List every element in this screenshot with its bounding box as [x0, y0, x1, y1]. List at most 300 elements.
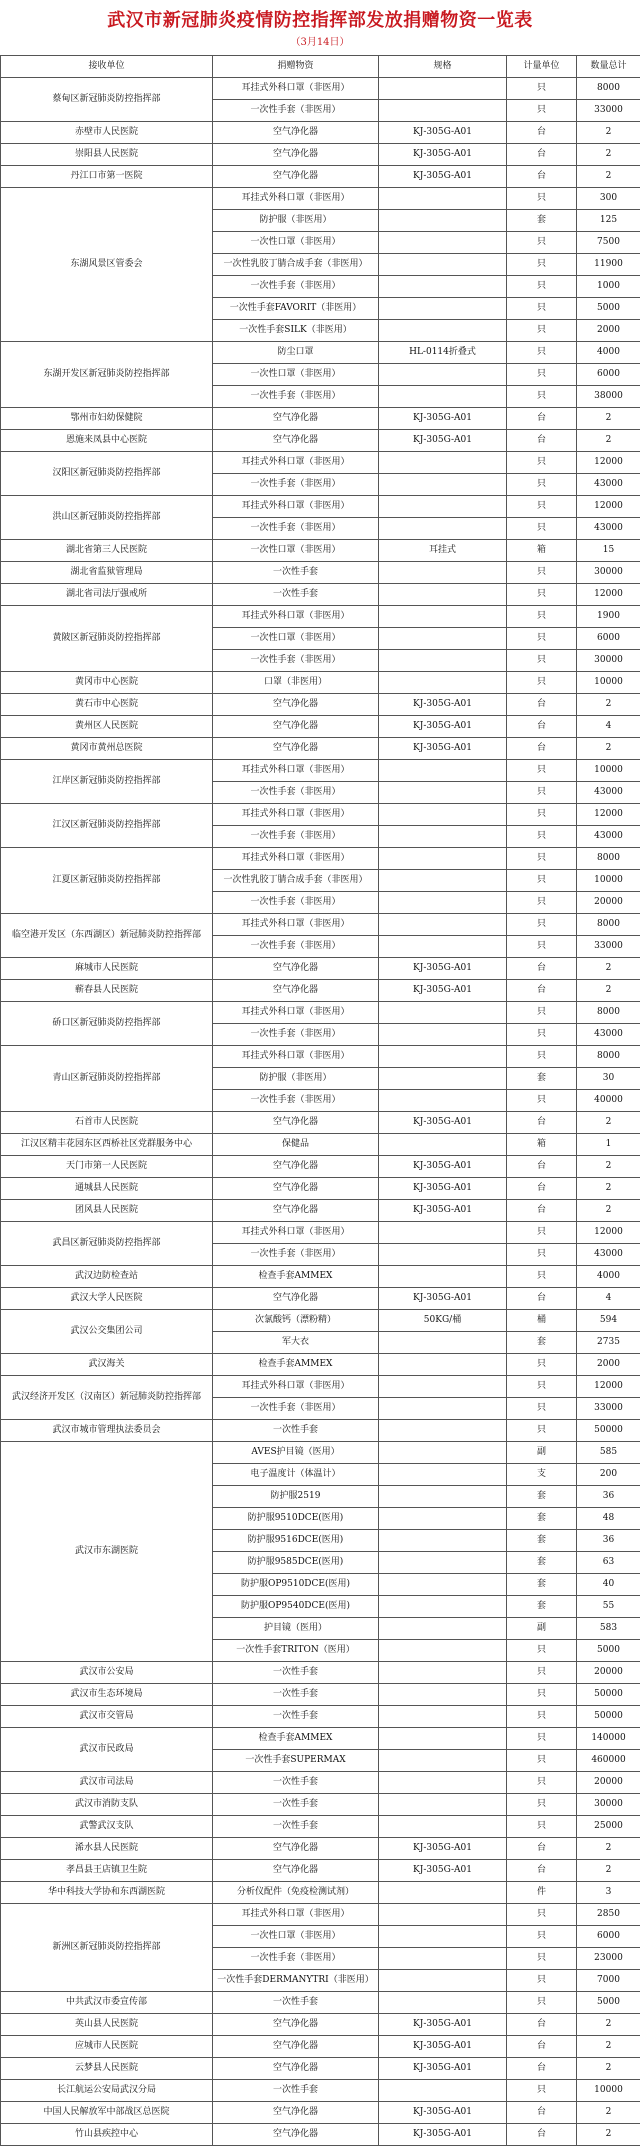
quantity-cell: 2	[577, 2014, 640, 2036]
item-cell: 一次性乳胶丁腈合成手套（非医用）	[213, 254, 379, 276]
table-row	[1, 1772, 640, 1794]
spec-cell: KJ-305G-A01	[379, 2102, 507, 2124]
item-cell: 空气净化器	[213, 2102, 379, 2124]
quantity-cell: 5000	[577, 298, 640, 320]
table-header-row	[1, 56, 640, 78]
spec-cell: KJ-305G-A01	[379, 694, 507, 716]
spec-cell	[379, 1244, 507, 1266]
unit-cell: 台	[507, 1838, 577, 1860]
unit-cell: 只	[507, 2080, 577, 2102]
spec-cell	[379, 1464, 507, 1486]
quantity-cell: 2	[577, 166, 640, 188]
recipient-cell: 应城市人民医院	[1, 2036, 213, 2058]
recipient-cell: 武汉市生态环境局	[1, 1684, 213, 1706]
recipient-cell: 新洲区新冠肺炎防控指挥部	[1, 1904, 213, 1992]
spec-cell	[379, 188, 507, 210]
unit-cell: 台	[507, 980, 577, 1002]
spec-cell	[379, 606, 507, 628]
recipient-cell: 鄂州市妇幼保健院	[1, 408, 213, 430]
recipient-cell: 长江航运公安局武汉分局	[1, 2080, 213, 2102]
table-row	[1, 672, 640, 694]
spec-cell	[379, 386, 507, 408]
unit-cell: 只	[507, 1926, 577, 1948]
table-row	[1, 584, 640, 606]
spec-cell	[379, 1068, 507, 1090]
quantity-cell: 2	[577, 430, 640, 452]
spec-cell	[379, 1948, 507, 1970]
table-row	[1, 1816, 640, 1838]
item-cell: 一次性手套（非医用）	[213, 518, 379, 540]
quantity-cell: 1900	[577, 606, 640, 628]
spec-cell: KJ-305G-A01	[379, 2124, 507, 2146]
item-cell: 防护服（非医用）	[213, 1068, 379, 1090]
spec-cell: KJ-305G-A01	[379, 144, 507, 166]
unit-cell: 台	[507, 716, 577, 738]
quantity-cell: 43000	[577, 474, 640, 496]
item-cell: 空气净化器	[213, 2124, 379, 2146]
quantity-cell: 4	[577, 716, 640, 738]
quantity-cell: 43000	[577, 518, 640, 540]
recipient-cell: 团风县人民医院	[1, 1200, 213, 1222]
item-cell: 一次性手套（非医用）	[213, 1024, 379, 1046]
spec-cell	[379, 474, 507, 496]
item-cell: 耳挂式外科口罩（非医用）	[213, 78, 379, 100]
spec-cell	[379, 1772, 507, 1794]
recipient-cell: 武昌区新冠肺炎防控指挥部	[1, 1222, 213, 1266]
item-cell: 防护服OP9540DCE(医用)	[213, 1596, 379, 1618]
item-cell: 一次性手套FAVORIT（非医用）	[213, 298, 379, 320]
item-cell: 一次性手套（非医用）	[213, 650, 379, 672]
quantity-cell: 2	[577, 408, 640, 430]
spec-cell	[379, 1970, 507, 1992]
item-cell: 空气净化器	[213, 166, 379, 188]
unit-cell: 台	[507, 1288, 577, 1310]
unit-cell: 支	[507, 1464, 577, 1486]
donation-table	[0, 55, 640, 2146]
spec-cell	[379, 1574, 507, 1596]
recipient-cell: 武汉大学人民医院	[1, 1288, 213, 1310]
unit-cell: 副	[507, 1618, 577, 1640]
spec-cell: 50KG/桶	[379, 1310, 507, 1332]
quantity-cell: 2	[577, 122, 640, 144]
quantity-cell: 2	[577, 980, 640, 1002]
quantity-cell: 4	[577, 1288, 640, 1310]
quantity-cell: 5000	[577, 1640, 640, 1662]
recipient-cell: 武汉市民政局	[1, 1728, 213, 1772]
table-row	[1, 738, 640, 760]
table-row	[1, 1860, 640, 1882]
spec-cell: KJ-305G-A01	[379, 2058, 507, 2080]
item-cell: 空气净化器	[213, 1112, 379, 1134]
quantity-cell: 1000	[577, 276, 640, 298]
header-quantity: 数量总计	[577, 56, 640, 78]
recipient-cell: 武汉市公安局	[1, 1662, 213, 1684]
spec-cell	[379, 1376, 507, 1398]
item-cell: 空气净化器	[213, 1288, 379, 1310]
item-cell: 次氯酸钙（漂粉精）	[213, 1310, 379, 1332]
quantity-cell: 6000	[577, 364, 640, 386]
quantity-cell: 20000	[577, 892, 640, 914]
spec-cell: KJ-305G-A01	[379, 122, 507, 144]
table-row	[1, 1662, 640, 1684]
unit-cell: 只	[507, 254, 577, 276]
unit-cell: 台	[507, 958, 577, 980]
spec-cell	[379, 518, 507, 540]
quantity-cell: 2	[577, 1838, 640, 1860]
item-cell: 口罩（非医用）	[213, 672, 379, 694]
spec-cell	[379, 1596, 507, 1618]
quantity-cell: 12000	[577, 452, 640, 474]
quantity-cell: 8000	[577, 914, 640, 936]
item-cell: 空气净化器	[213, 958, 379, 980]
unit-cell: 套	[507, 1508, 577, 1530]
quantity-cell: 2735	[577, 1332, 640, 1354]
table-row	[1, 452, 640, 474]
recipient-cell: 武汉海关	[1, 1354, 213, 1376]
quantity-cell: 12000	[577, 1376, 640, 1398]
quantity-cell: 40000	[577, 1090, 640, 1112]
unit-cell: 套	[507, 210, 577, 232]
recipient-cell: 麻城市人民医院	[1, 958, 213, 980]
table-row	[1, 1420, 640, 1442]
recipient-cell: 东湖风景区管委会	[1, 188, 213, 342]
item-cell: 耳挂式外科口罩（非医用）	[213, 1904, 379, 1926]
quantity-cell: 33000	[577, 936, 640, 958]
spec-cell	[379, 1266, 507, 1288]
table-row	[1, 804, 640, 826]
spec-cell: KJ-305G-A01	[379, 1860, 507, 1882]
spec-cell	[379, 1134, 507, 1156]
quantity-cell: 125	[577, 210, 640, 232]
unit-cell: 台	[507, 2058, 577, 2080]
unit-cell: 套	[507, 1552, 577, 1574]
recipient-cell: 江汉区精丰花园东区西桥社区党群服务中心	[1, 1134, 213, 1156]
table-row	[1, 1002, 640, 1024]
quantity-cell: 2	[577, 144, 640, 166]
item-cell: 空气净化器	[213, 1838, 379, 1860]
table-row	[1, 716, 640, 738]
header-recipient: 接收单位	[1, 56, 213, 78]
quantity-cell: 2850	[577, 1904, 640, 1926]
unit-cell: 只	[507, 276, 577, 298]
recipient-cell: 武汉市交管局	[1, 1706, 213, 1728]
table-row	[1, 1354, 640, 1376]
item-cell: 检查手套AMMEX	[213, 1728, 379, 1750]
table-row	[1, 1200, 640, 1222]
recipient-cell: 黄陂区新冠肺炎防控指挥部	[1, 606, 213, 672]
unit-cell: 只	[507, 870, 577, 892]
quantity-cell: 583	[577, 1618, 640, 1640]
item-cell: 一次性手套（非医用）	[213, 386, 379, 408]
unit-cell: 只	[507, 1970, 577, 1992]
item-cell: 一次性手套	[213, 1420, 379, 1442]
quantity-cell: 8000	[577, 1046, 640, 1068]
spec-cell	[379, 320, 507, 342]
unit-cell: 只	[507, 1816, 577, 1838]
unit-cell: 只	[507, 188, 577, 210]
recipient-cell: 武汉市城市管理执法委员会	[1, 1420, 213, 1442]
recipient-cell: 中共武汉市委宣传部	[1, 1992, 213, 2014]
spec-cell	[379, 1332, 507, 1354]
table-row	[1, 1112, 640, 1134]
table-row	[1, 540, 640, 562]
unit-cell: 台	[507, 2036, 577, 2058]
recipient-cell: 汉阳区新冠肺炎防控指挥部	[1, 452, 213, 496]
recipient-cell: 江汉区新冠肺炎防控指挥部	[1, 804, 213, 848]
spec-cell	[379, 254, 507, 276]
table-row	[1, 1178, 640, 1200]
quantity-cell: 20000	[577, 1772, 640, 1794]
quantity-cell: 23000	[577, 1948, 640, 1970]
unit-cell: 只	[507, 1772, 577, 1794]
unit-cell: 只	[507, 1420, 577, 1442]
spec-cell	[379, 650, 507, 672]
header-unit: 计量单位	[507, 56, 577, 78]
quantity-cell: 20000	[577, 1662, 640, 1684]
unit-cell: 只	[507, 298, 577, 320]
page-title: 武汉市新冠肺炎疫情防控指挥部发放捐赠物资一览表	[0, 0, 640, 36]
table-row	[1, 1706, 640, 1728]
spec-cell	[379, 210, 507, 232]
unit-cell: 只	[507, 1794, 577, 1816]
item-cell: 一次性手套（非医用）	[213, 1398, 379, 1420]
table-row	[1, 342, 640, 364]
recipient-cell: 临空港开发区（东西湖区）新冠肺炎防控指挥部	[1, 914, 213, 958]
item-cell: 空气净化器	[213, 694, 379, 716]
unit-cell: 只	[507, 1992, 577, 2014]
spec-cell: KJ-305G-A01	[379, 1200, 507, 1222]
table-row	[1, 2014, 640, 2036]
item-cell: 耳挂式外科口罩（非医用）	[213, 1376, 379, 1398]
spec-cell: 耳挂式	[379, 540, 507, 562]
item-cell: 耳挂式外科口罩（非医用）	[213, 188, 379, 210]
table-row	[1, 1992, 640, 2014]
unit-cell: 只	[507, 1706, 577, 1728]
page-subtitle: （3月14日）	[0, 36, 640, 50]
table-row	[1, 2058, 640, 2080]
quantity-cell: 43000	[577, 1024, 640, 1046]
item-cell: 一次性手套（非医用）	[213, 100, 379, 122]
unit-cell: 只	[507, 1046, 577, 1068]
table-row	[1, 606, 640, 628]
item-cell: 一次性口罩（非医用）	[213, 232, 379, 254]
quantity-cell: 30000	[577, 650, 640, 672]
table-row	[1, 122, 640, 144]
quantity-cell: 43000	[577, 826, 640, 848]
spec-cell	[379, 870, 507, 892]
quantity-cell: 2	[577, 2124, 640, 2146]
table-row	[1, 430, 640, 452]
unit-cell: 只	[507, 1398, 577, 1420]
recipient-cell: 黄冈市中心医院	[1, 672, 213, 694]
spec-cell	[379, 1552, 507, 1574]
spec-cell	[379, 1728, 507, 1750]
item-cell: 耳挂式外科口罩（非医用）	[213, 452, 379, 474]
spec-cell	[379, 1046, 507, 1068]
unit-cell: 台	[507, 738, 577, 760]
quantity-cell: 594	[577, 1310, 640, 1332]
unit-cell: 箱	[507, 1134, 577, 1156]
spec-cell: HL-0114折叠式	[379, 342, 507, 364]
table-row	[1, 760, 640, 782]
quantity-cell: 300	[577, 188, 640, 210]
quantity-cell: 2	[577, 1860, 640, 1882]
quantity-cell: 200	[577, 1464, 640, 1486]
quantity-cell: 2	[577, 1156, 640, 1178]
quantity-cell: 12000	[577, 1222, 640, 1244]
unit-cell: 台	[507, 1156, 577, 1178]
quantity-cell: 33000	[577, 1398, 640, 1420]
unit-cell: 台	[507, 122, 577, 144]
table-row	[1, 958, 640, 980]
unit-cell: 台	[507, 2014, 577, 2036]
quantity-cell: 12000	[577, 496, 640, 518]
unit-cell: 台	[507, 2102, 577, 2124]
unit-cell: 只	[507, 672, 577, 694]
unit-cell: 只	[507, 1376, 577, 1398]
unit-cell: 只	[507, 1640, 577, 1662]
spec-cell	[379, 1442, 507, 1464]
table-row	[1, 848, 640, 870]
table-row	[1, 78, 640, 100]
unit-cell: 套	[507, 1574, 577, 1596]
spec-cell	[379, 1090, 507, 1112]
item-cell: 耳挂式外科口罩（非医用）	[213, 804, 379, 826]
recipient-cell: 崇阳县人民医院	[1, 144, 213, 166]
recipient-cell: 武汉市司法局	[1, 1772, 213, 1794]
recipient-cell: 英山县人民医院	[1, 2014, 213, 2036]
unit-cell: 只	[507, 1222, 577, 1244]
item-cell: 护目镜（医用）	[213, 1618, 379, 1640]
unit-cell: 只	[507, 892, 577, 914]
unit-cell: 只	[507, 386, 577, 408]
spec-cell	[379, 782, 507, 804]
unit-cell: 只	[507, 848, 577, 870]
quantity-cell: 2000	[577, 320, 640, 342]
spec-cell: KJ-305G-A01	[379, 1156, 507, 1178]
item-cell: 一次性手套	[213, 1706, 379, 1728]
table-row	[1, 1310, 640, 1332]
spec-cell	[379, 1640, 507, 1662]
quantity-cell: 55	[577, 1596, 640, 1618]
quantity-cell: 2	[577, 1178, 640, 1200]
recipient-cell: 湖北省监狱管理局	[1, 562, 213, 584]
spec-cell	[379, 628, 507, 650]
spec-cell	[379, 760, 507, 782]
quantity-cell: 43000	[577, 782, 640, 804]
item-cell: 空气净化器	[213, 144, 379, 166]
unit-cell: 只	[507, 342, 577, 364]
spec-cell	[379, 364, 507, 386]
spec-cell	[379, 1222, 507, 1244]
quantity-cell: 33000	[577, 100, 640, 122]
item-cell: 空气净化器	[213, 122, 379, 144]
spec-cell: KJ-305G-A01	[379, 408, 507, 430]
item-cell: 检查手套AMMEX	[213, 1266, 379, 1288]
item-cell: 一次性口罩（非医用）	[213, 364, 379, 386]
item-cell: 一次性口罩（非医用）	[213, 1926, 379, 1948]
item-cell: 一次性手套TRITON（医用）	[213, 1640, 379, 1662]
spec-cell	[379, 936, 507, 958]
unit-cell: 只	[507, 1948, 577, 1970]
quantity-cell: 2	[577, 738, 640, 760]
table-body	[1, 78, 640, 2146]
table-row	[1, 1684, 640, 1706]
recipient-cell: 蕲春县人民医院	[1, 980, 213, 1002]
unit-cell: 只	[507, 1244, 577, 1266]
item-cell: 防护服OP9510DCE(医用)	[213, 1574, 379, 1596]
recipient-cell: 武警武汉支队	[1, 1816, 213, 1838]
spec-cell: KJ-305G-A01	[379, 716, 507, 738]
unit-cell: 只	[507, 782, 577, 804]
spec-cell	[379, 1354, 507, 1376]
quantity-cell: 40	[577, 1574, 640, 1596]
quantity-cell: 2	[577, 694, 640, 716]
unit-cell: 只	[507, 1002, 577, 1024]
unit-cell: 只	[507, 496, 577, 518]
table-row	[1, 1376, 640, 1398]
unit-cell: 台	[507, 2124, 577, 2146]
spec-cell	[379, 1508, 507, 1530]
table-row	[1, 496, 640, 518]
table-row	[1, 1288, 640, 1310]
recipient-cell: 竹山县疾控中心	[1, 2124, 213, 2146]
recipient-cell: 天门市第一人民医院	[1, 1156, 213, 1178]
table-row	[1, 166, 640, 188]
table-row	[1, 1904, 640, 1926]
table-row	[1, 1156, 640, 1178]
item-cell: 空气净化器	[213, 980, 379, 1002]
quantity-cell: 25000	[577, 1816, 640, 1838]
spec-cell	[379, 1904, 507, 1926]
quantity-cell: 460000	[577, 1750, 640, 1772]
recipient-cell: 赤壁市人民医院	[1, 122, 213, 144]
item-cell: 一次性手套	[213, 1662, 379, 1684]
recipient-cell: 丹江口市第一医院	[1, 166, 213, 188]
recipient-cell: 华中科技大学协和东西湖医院	[1, 1882, 213, 1904]
unit-cell: 只	[507, 1354, 577, 1376]
item-cell: 空气净化器	[213, 1860, 379, 1882]
item-cell: 一次性手套	[213, 1794, 379, 1816]
spec-cell	[379, 232, 507, 254]
unit-cell: 只	[507, 364, 577, 386]
quantity-cell: 2	[577, 1112, 640, 1134]
unit-cell: 只	[507, 320, 577, 342]
item-cell: 一次性口罩（非医用）	[213, 540, 379, 562]
unit-cell: 只	[507, 1662, 577, 1684]
item-cell: 空气净化器	[213, 1200, 379, 1222]
unit-cell: 台	[507, 1200, 577, 1222]
unit-cell: 只	[507, 1090, 577, 1112]
item-cell: 一次性手套DERMANYTRI（非医用）	[213, 1970, 379, 1992]
spec-cell: KJ-305G-A01	[379, 1288, 507, 1310]
table-row	[1, 2080, 640, 2102]
unit-cell: 只	[507, 584, 577, 606]
quantity-cell: 4000	[577, 342, 640, 364]
recipient-cell: 黄冈市黄州总医院	[1, 738, 213, 760]
item-cell: 防护服（非医用）	[213, 210, 379, 232]
spec-cell	[379, 452, 507, 474]
item-cell: 一次性手套	[213, 1684, 379, 1706]
quantity-cell: 2000	[577, 1354, 640, 1376]
quantity-cell: 12000	[577, 804, 640, 826]
item-cell: 空气净化器	[213, 430, 379, 452]
spec-cell	[379, 1530, 507, 1552]
quantity-cell: 8000	[577, 1002, 640, 1024]
recipient-cell: 武汉市东湖医院	[1, 1442, 213, 1662]
spec-cell	[379, 1618, 507, 1640]
quantity-cell: 8000	[577, 78, 640, 100]
